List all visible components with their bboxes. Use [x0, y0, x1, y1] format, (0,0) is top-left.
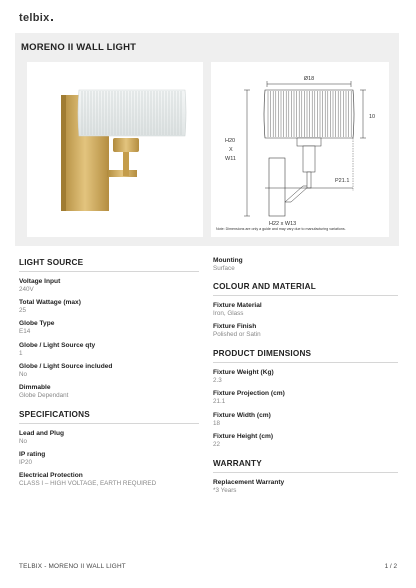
plate-dim-label: H22 x W13 [269, 221, 297, 227]
section-title: SPECIFICATIONS [19, 410, 199, 424]
overall-h-label: H20 [225, 138, 236, 144]
dimension-drawing [211, 62, 389, 227]
brand-logo: telbix [19, 12, 53, 24]
spec-value: IP20 [19, 459, 32, 467]
arm-vertical [123, 150, 129, 176]
spec-value: CLASS I – HIGH VOLTAGE, EARTH REQUIRED [19, 480, 157, 488]
arm-outline [285, 186, 309, 202]
spec-item [213, 478, 398, 495]
spec-value: 2.3 [213, 377, 222, 385]
spec-item [19, 383, 199, 400]
overall-w-label: W11 [225, 156, 236, 162]
spec-item [19, 298, 199, 315]
overall-x-label: X [229, 147, 233, 153]
spec-label: Replacement Warranty [213, 478, 285, 486]
spec-item [213, 432, 398, 449]
spec-value: 21.1 [213, 398, 226, 406]
spec-label: Fixture Projection (cm) [213, 390, 285, 398]
spec-item [213, 389, 398, 406]
shade-height-label: 10 [369, 114, 376, 120]
spec-value: 240V [19, 286, 34, 293]
section-light-source [19, 258, 199, 400]
product-title: MORENO II WALL LIGHT [21, 42, 137, 53]
spec-item [19, 362, 199, 379]
plate-outline [269, 158, 285, 216]
section-warranty [213, 459, 398, 495]
spec-value: E14 [19, 328, 31, 336]
spec-item [19, 277, 199, 294]
spec-label: Mounting [213, 257, 243, 264]
spec-item [213, 322, 398, 339]
spec-value: Surface [213, 265, 235, 272]
spec-value: No [19, 437, 28, 445]
spec-value: 1 [19, 349, 23, 357]
section-product-dimensions [213, 349, 398, 449]
shade-outline [264, 90, 354, 138]
diameter-label: Ø18 [303, 76, 315, 82]
spec-label: Globe / Light Source qty [19, 341, 96, 349]
section-title: WARRANTY [213, 459, 398, 473]
glass-shade [78, 90, 186, 136]
spec-label: Dimmable [19, 383, 51, 391]
spec-value: Globe Dependant [19, 391, 69, 399]
spec-value: 22 [213, 440, 221, 448]
spec-item [19, 319, 199, 336]
spec-value: 18 [213, 419, 221, 427]
spec-label: Fixture Finish [213, 323, 257, 331]
spec-item [19, 471, 199, 488]
spec-value: No [19, 370, 28, 378]
spec-item-mounting [213, 256, 398, 273]
spec-label: Fixture Weight (Kg) [213, 369, 274, 377]
product-hero-panel [15, 33, 399, 246]
arm-horizontal [107, 170, 137, 177]
specs-right-column [213, 258, 398, 499]
dimension-note: Note: Dimensions are only a guide and may vary due to manufacturing variations. [216, 227, 346, 231]
wall-light-illustration [27, 62, 203, 237]
spec-item [19, 429, 199, 446]
spec-value: Polished or Satin [213, 331, 261, 339]
spec-label: Voltage Input [19, 278, 61, 285]
section-title: PRODUCT DIMENSIONS [213, 349, 398, 363]
technical-drawing [211, 62, 389, 237]
section-specifications [19, 410, 199, 488]
spec-label: Fixture Material [213, 302, 262, 309]
spec-label: Total Wattage (max) [19, 299, 81, 307]
spec-item [19, 341, 199, 358]
product-photo [27, 62, 203, 237]
spec-value: Iron, Glass [213, 310, 244, 317]
spec-value: *3 Years [213, 486, 237, 494]
section-title: COLOUR AND MATERIAL [213, 282, 398, 296]
spec-label: Globe / Light Source included [19, 362, 113, 370]
spec-label: Electrical Protection [19, 472, 83, 480]
section-colour-material [213, 282, 398, 339]
holder-outline [297, 138, 321, 146]
specs-left-column [19, 258, 199, 493]
logo-dot [51, 19, 53, 21]
spec-item [19, 450, 199, 467]
spec-value: 25 [19, 307, 27, 315]
page-number: 1 / 2 [384, 563, 397, 570]
spec-label: Fixture Width (cm) [213, 411, 271, 419]
stem-outline [303, 146, 315, 172]
spec-label: Lead and Plug [19, 429, 65, 437]
spec-label: IP rating [19, 451, 46, 459]
projection-label: P21.1 [335, 178, 350, 184]
spec-item [213, 411, 398, 428]
spec-item [213, 301, 398, 318]
section-title: LIGHT SOURCE [19, 258, 199, 272]
spec-item [213, 368, 398, 385]
footer-title: TELBIX - MORENO II WALL LIGHT [19, 563, 126, 570]
back-plate-edge [61, 95, 66, 211]
spec-label: Globe Type [19, 320, 55, 328]
lamp-holder [113, 138, 139, 152]
spec-label: Fixture Height (cm) [213, 432, 274, 440]
